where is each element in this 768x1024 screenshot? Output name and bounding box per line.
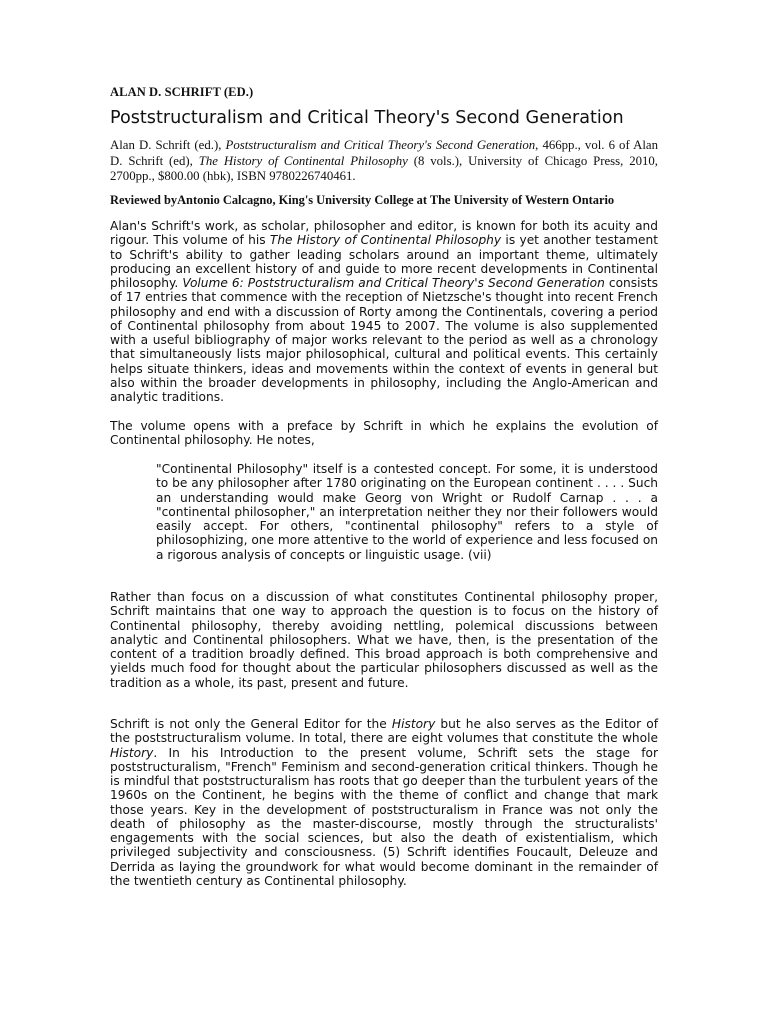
- paragraph-text: consists of 17 entries that commence with the reception of Nietzsche's thought into recent French philosophy and end with a discussion of Rorty among the Continentals, covering a period of Continental philosophy from about 1945 to 2007. The volume is also supplemented with a useful bibliography of major works relevant to the period as well as a chronology that simultaneously lists major philosophical, cultural and political events. This certainly helps situate thinkers, ideas and movements within the context of events in general but also within the broader developments in philosophy, including the Anglo-American and analytic traditions.: [110, 276, 658, 404]
- paragraph-text: Alan's Schrift's work, as scholar, philosopher and editor, is known for both its acuity and rigour. This volume of his: [110, 219, 658, 248]
- paragraph-3: Rather than focus on a discussion of what constitutes Continental philosophy proper, Schrift maintains that one way to approach the question is to focus on the history of Continental philosophy, thereby avoiding nettling, polemical discussions between analytic and Continental philosophers. What we have, then, is the presentation of the content of a tradition broadly defined. This broad approach is both comprehensive and yields much food for thought about the particular philosophers discussed as well as the tradition as a whole, its past, present and future.: [110, 590, 658, 690]
- citation-book-title: Poststructuralism and Critical Theory's Second Generation: [225, 138, 536, 152]
- block-quote: "Continental Philosophy" itself is a contested concept. For some, it is understood to be any philosopher after 1780 originating on the European continent . . . . Such an understanding would make Georg von Wright or Rudolf Carnap . . . a "continental philosopher," an interpretation neither they nor their followers would easily accept. For others, "continental philosophy" refers to a style of philosophizing, one more attentive to the world of experience and less focused on a rigorous analysis of concepts or linguistic usage. (vii): [156, 462, 658, 562]
- paragraph-1: [110, 219, 658, 404]
- italic-book-title: The History of Continental Philosophy: [269, 233, 502, 248]
- italic-history: History: [110, 745, 154, 760]
- paragraph-text: but he also serves as the Editor of the poststructuralism volume. In total, there are eight volumes that constitute the whole: [110, 717, 658, 746]
- paragraph-2: The volume opens with a preface by Schrift in which he explains the evolution of Continental philosophy. He notes,: [110, 419, 658, 448]
- citation-series-title: The History of Continental Philosophy: [198, 153, 408, 168]
- paragraph-4: [110, 717, 658, 888]
- citation-text: Alan D. Schrift (ed.),: [110, 138, 226, 152]
- paragraph-text: Schrift is not only the General Editor for the: [110, 717, 392, 731]
- italic-history: History: [391, 717, 436, 731]
- italic-volume-title: Volume 6: Poststructuralism and Critical Theory's Second Generation: [182, 276, 605, 290]
- paragraph-text: is yet another testament to Schrift's ability to gather leading scholars around an important theme, ultimately producing an excellent history of and guide to more recent developments in Continental philosophy.: [110, 233, 658, 290]
- review-title: Poststructuralism and Critical Theory's Second Generation: [110, 108, 624, 128]
- editor-name: ALAN D. SCHRIFT (ED.): [110, 85, 254, 99]
- reviewer-line: Reviewed byAntonio Calcagno, King's University College at The University of Western Ontario: [110, 193, 615, 207]
- paragraph-text: . In his Introduction to the present volume, Schrift sets the stage for poststructuralism, "French" Feminism and second-generation critical thinkers. Though he is mindful that poststructuralism has roots that go deeper than the turbulent years of the 1960s on the Continent, he begins with the theme of conflict and change that mark those years. Key in the development of poststructuralism in France was not only the death of philosophy as the master-discourse, mostly through the structuralists' engagements with the social sciences, but also the death of existentialism, which privileged subjectivity and consciousness. (5) Schrift identifies Foucault, Deleuze and Derrida as laying the groundwork for what would become dominant in the remainder of the twentieth century as Continental philosophy.: [110, 745, 658, 888]
- book-citation: [110, 138, 658, 185]
- citation-text: (8 vols.), University of Chicago Press, 2010, 2700pp., $800.00 (hbk), ISBN 9780226740461.: [110, 153, 659, 184]
- citation-text: , 466pp., vol. 6 of Alan D. Schrift (ed),: [110, 138, 658, 168]
